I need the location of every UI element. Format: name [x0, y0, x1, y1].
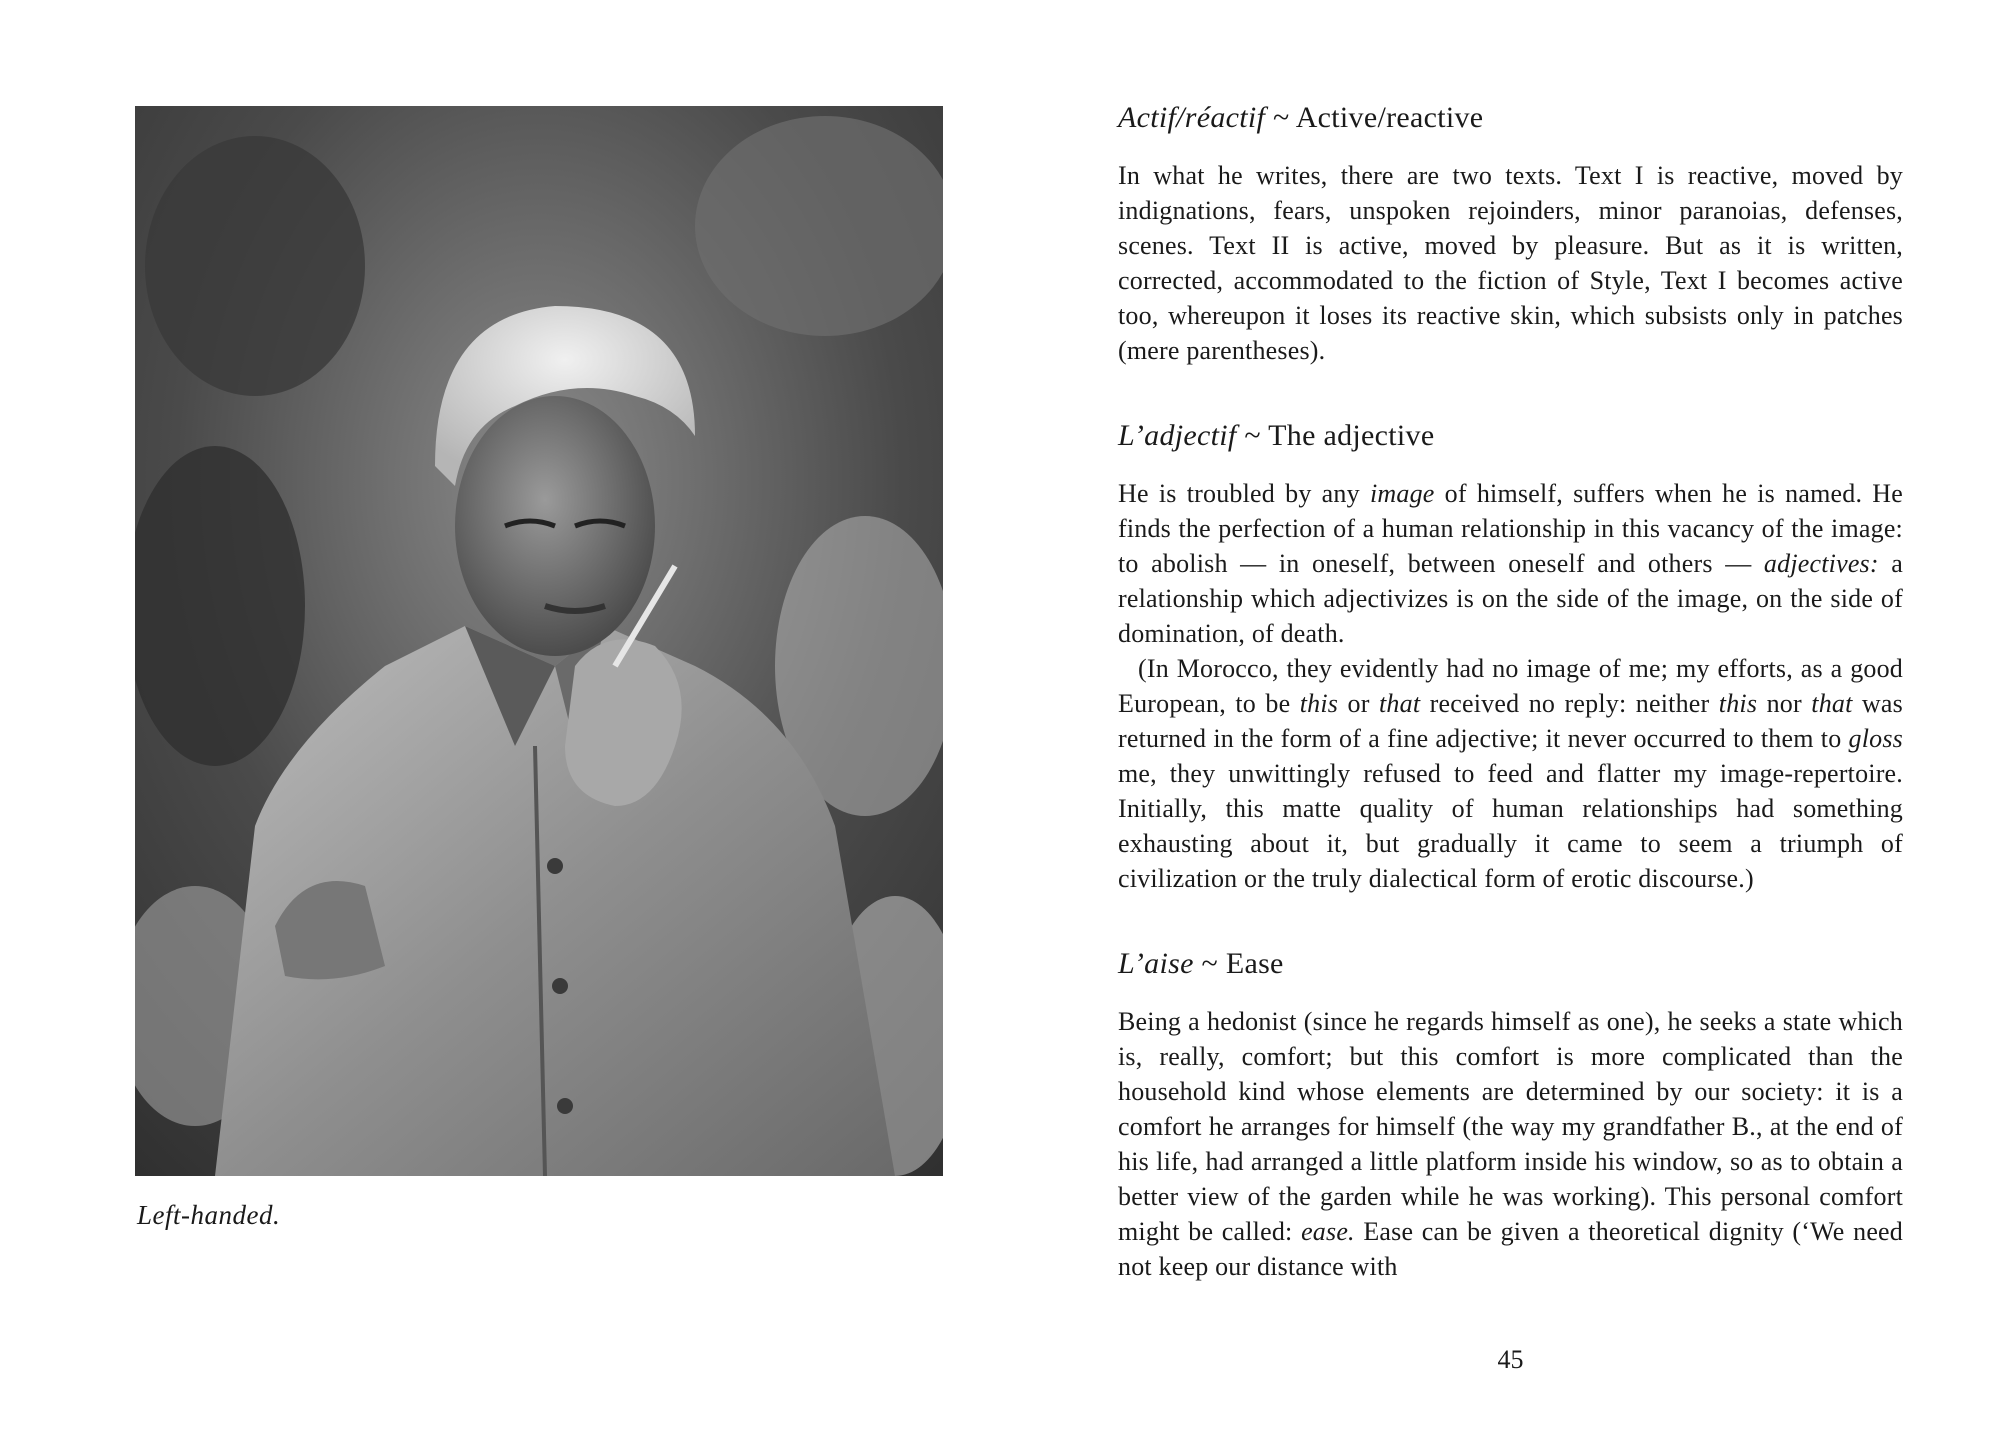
entry-title-separator: ~ — [1265, 101, 1296, 134]
italic-text: this — [1718, 689, 1758, 718]
paragraph — [1118, 651, 1903, 896]
text-segment: a relationship which adjectivizes is on the side of the image, on the side of domination, of death. — [1118, 549, 1903, 648]
italic-text: this — [1299, 689, 1339, 718]
entry-title — [1118, 418, 1903, 454]
entry-title-separator: ~ — [1193, 947, 1226, 980]
entry-title-french: L’aise — [1118, 947, 1194, 980]
entry — [1118, 946, 1903, 1284]
photograph — [135, 106, 943, 1176]
entry — [1118, 418, 1903, 896]
text-segment: Ease can be given a theoretical dignity (‘We need not keep our distance with — [1118, 1217, 1903, 1281]
entry-title-english: Active/reactive — [1295, 101, 1484, 134]
entry-title — [1118, 946, 1903, 982]
entry-title — [1118, 100, 1903, 136]
entry-title-english: Ease — [1225, 947, 1284, 980]
text-segment: or — [1338, 689, 1379, 718]
text-segment: was returned in the form of a fine adjective; it never occurred to them to — [1118, 689, 1903, 753]
paragraph — [1118, 158, 1903, 368]
entry-title-french: Actif/réactif — [1118, 101, 1266, 134]
page-number: 45 — [1497, 1345, 1524, 1374]
italic-text: gloss — [1848, 724, 1903, 753]
entry-title-english: The adjective — [1268, 419, 1435, 452]
entry-title-french: L’adjectif — [1118, 419, 1237, 452]
italic-text: ease. — [1301, 1217, 1355, 1246]
figure-caption: Left-handed. — [137, 1200, 281, 1230]
italic-text: that — [1811, 689, 1853, 718]
text-segment: of himself, suffers when he is named. He finds the perfection of a human relationship in this vacancy of the image: to abolish — in oneself, between oneself and others — — [1118, 479, 1903, 578]
text-segment: nor — [1757, 689, 1812, 718]
entry-title-separator: ~ — [1236, 419, 1269, 452]
entry — [1118, 100, 1903, 368]
text-segment: Being a hedonist (since he regards himself as one), he seeks a state which is, really, comfort; but this comfort is more complicated than the household kind whose elements are determined by our society: it is a comfort he arranges for himself (the way my grandfather B., at the end of his life, had arranged a little platform inside his window, so as to obtain a better view of the garden while he was working). This personal comfort might be called: — [1118, 1007, 1903, 1246]
italic-text: image — [1369, 479, 1435, 508]
text-segment: me, they unwittingly refused to feed and flatter my image-repertoire. Initially, this matte quality of human relationships had something exhausting about it, but gradually it came to seem a triumph of civilization or the truly dialectical form of erotic discourse.) — [1118, 759, 1903, 893]
text-segment: received no reply: neither — [1420, 689, 1719, 718]
page-number-container — [0, 1345, 2000, 1375]
text-segment: (In Morocco, they evidently had no image of me; my efforts, as a good European, to be — [1118, 654, 1903, 718]
text-segment: He is troubled by any — [1118, 479, 1370, 508]
paragraph — [1118, 1004, 1903, 1284]
italic-text: adjectives: — [1763, 549, 1879, 578]
text-segment: In what he writes, there are two texts. Text I is reactive, moved by indignations, fears, unspoken rejoinders, minor paranoias, defenses, scenes. Text II is active, moved by pleasure. But as it is written, corrected, accommodated to the fiction of Style, Text I becomes active too, whereupon it loses its reactive skin, which subsists only in patches (mere parentheses). — [1118, 161, 1903, 365]
italic-text: that — [1379, 689, 1421, 718]
paragraph — [1118, 476, 1903, 651]
text-column — [1118, 100, 1903, 1334]
